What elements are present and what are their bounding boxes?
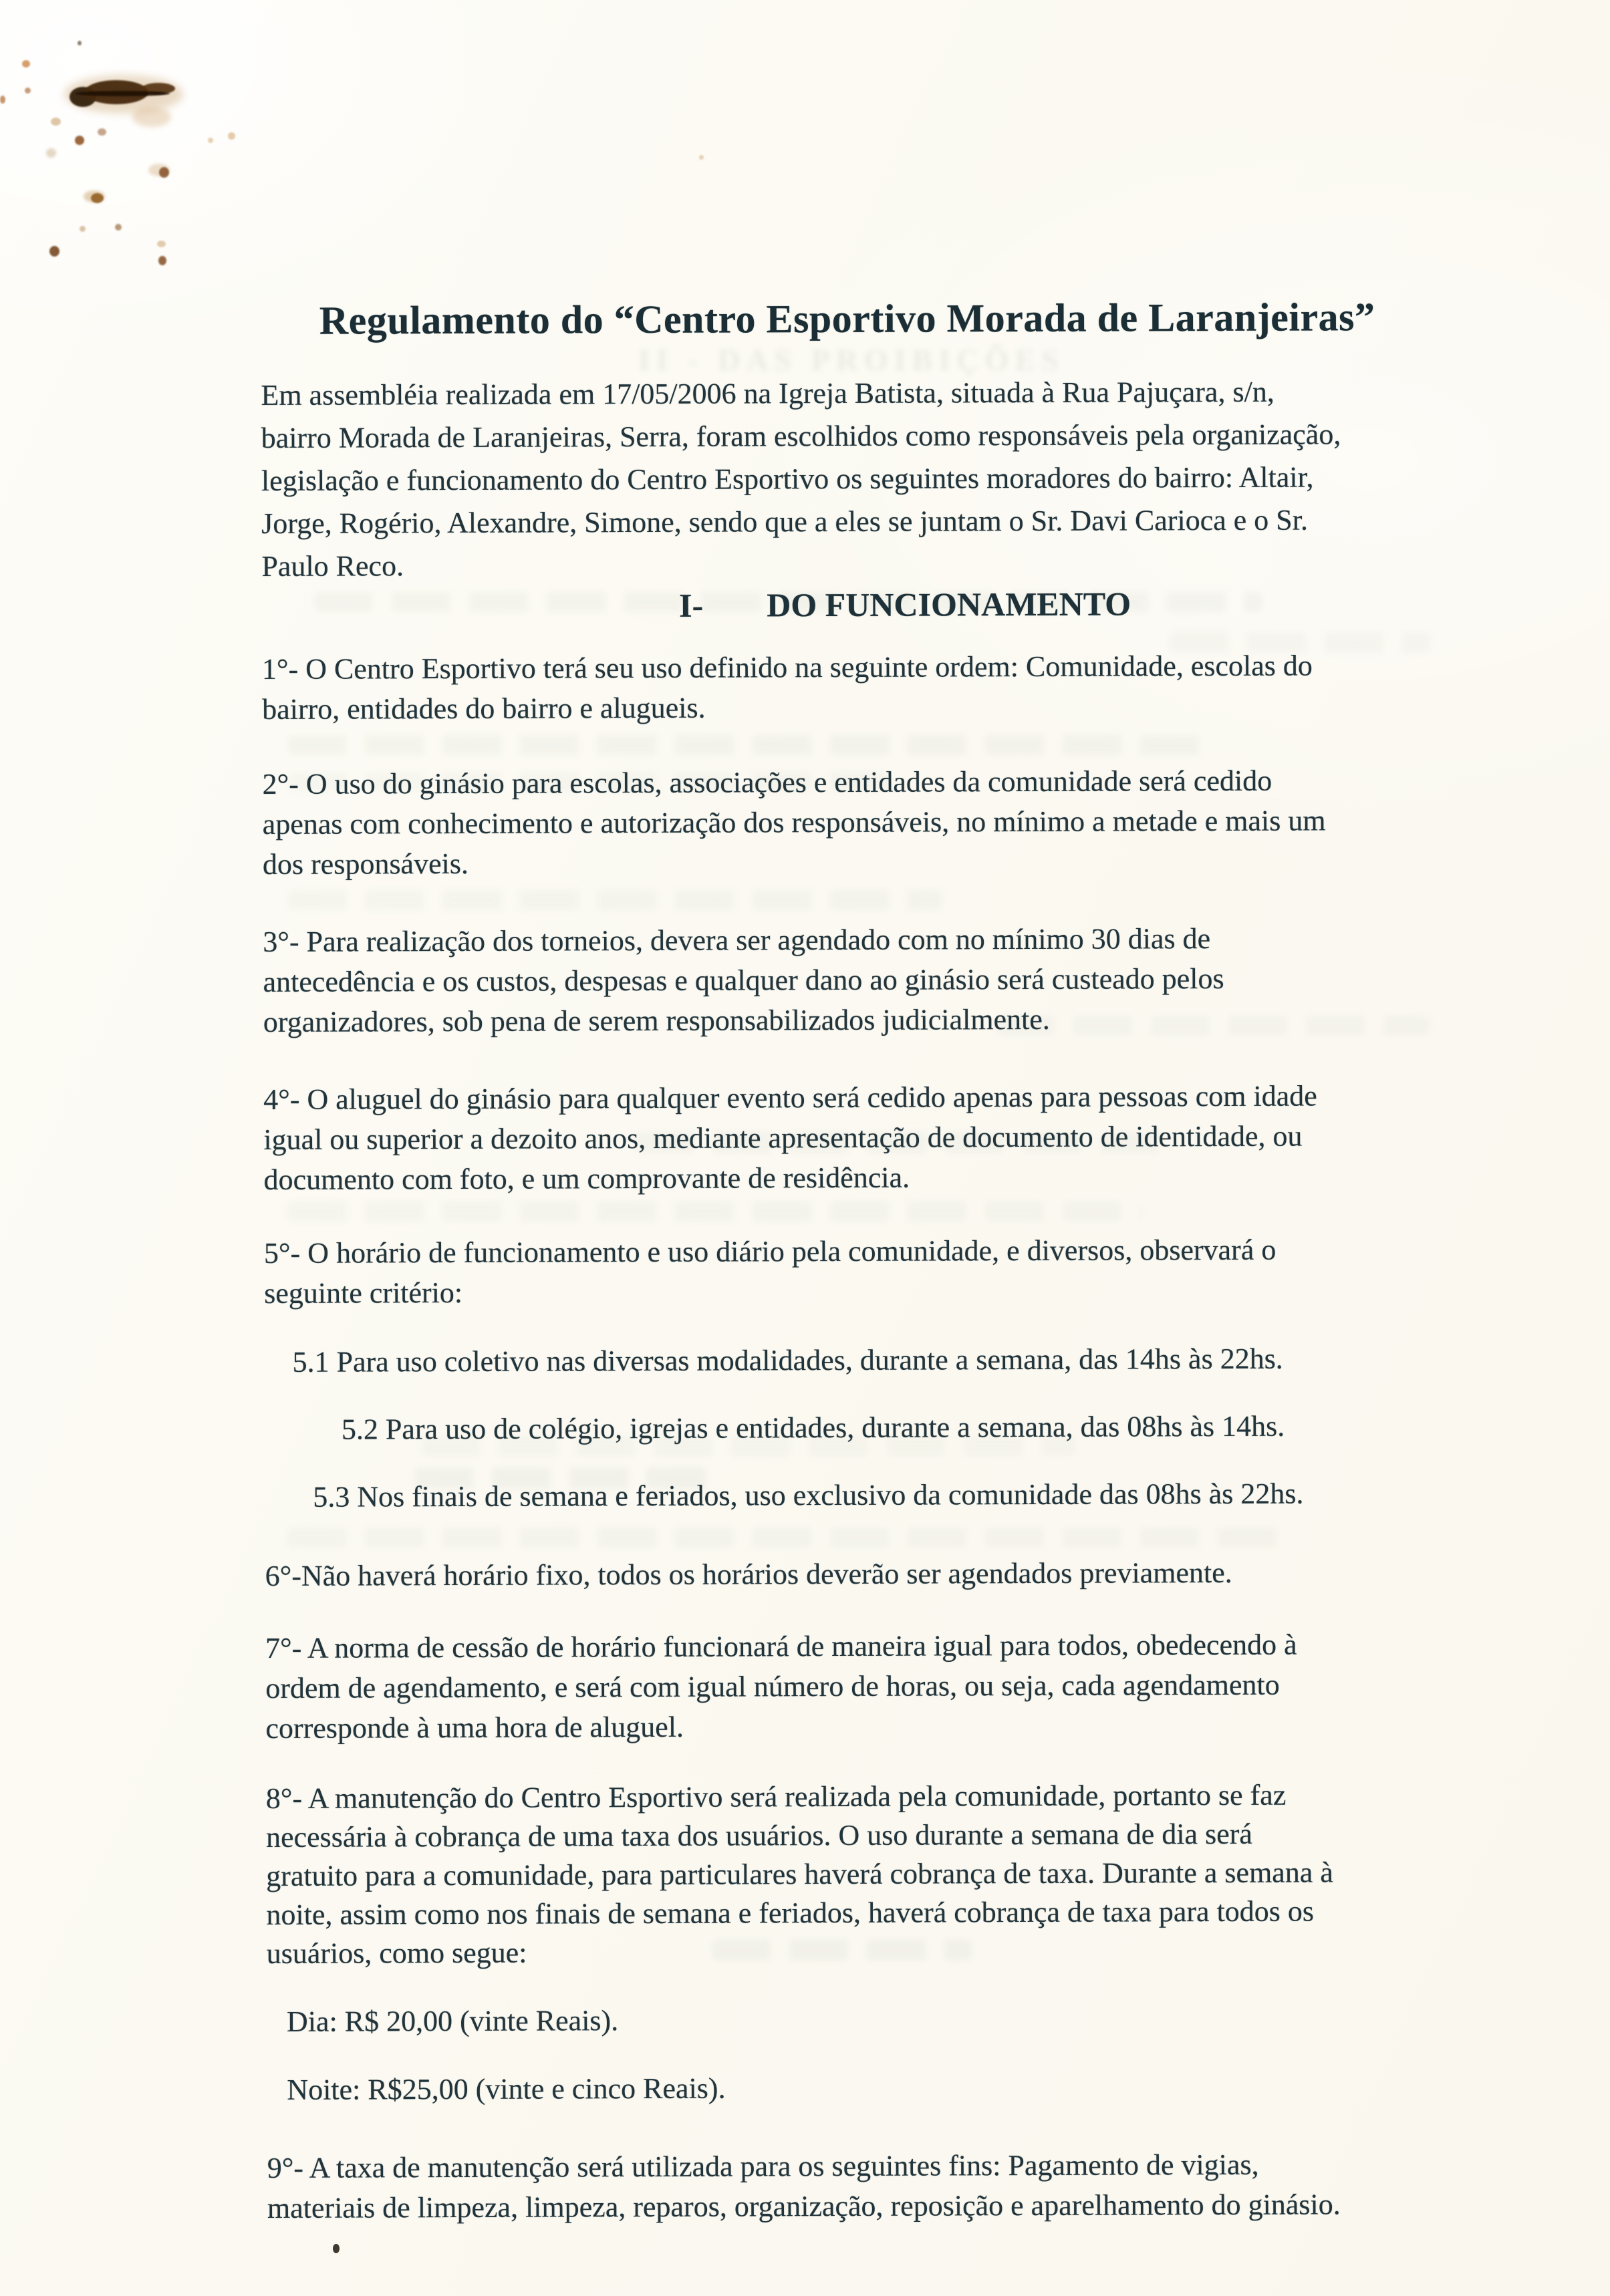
document-body [261,293,1537,2229]
fee-line-day: Dia: R$ 20,00 (vinte Reais). [286,2004,619,2038]
ink-smear-body [84,80,148,104]
speck [333,2244,340,2253]
speck [157,241,166,247]
speck [51,118,61,126]
article-7: 7°- A norma de cessão de horário funcionará de maneira igual para todos, obedecendo à ordem de agendamento, e será com igual número de horas, ou seja, cada agendamento corresponde à uma hora de aluguel. [265,1628,1297,1745]
speck [22,60,30,67]
speck [80,226,86,232]
intro-paragraph: Em assembléia realizada em 17/05/2006 na Igreja Batista, situada à Rua Pajuçara, s/n, bairro Morada de Laranjeiras, Serra, foram escolhidos como responsáveis pela organização, legislação e funcionamento do Centro Esportivo os seguintes moradores do bairro: Altair, Jorge, Rogério, Alexandre, Simone, sendo que a eles se juntam o Sr. Davi Carioca e o Sr. Paulo Reco. [261,375,1341,583]
article-5-subitems [264,1338,1534,1516]
section-title: DO FUNCIONAMENTO [767,585,1131,624]
speck [98,128,106,136]
ghost-bleedthrough-section-ii: II - DAS PROIBIÇÕES [638,343,1065,377]
article-3: 3°- Para realização dos torneios, devera ser agendado com no mínimo 30 dias de antecedência e os custos, despesas e qualquer dano ao ginásio será custeado pelos organizadores, sob pena de serem responsabilizados judicialmente. [263,922,1224,1038]
speck [75,136,84,145]
speck [228,132,235,140]
speck [25,88,31,94]
speck [49,246,59,257]
article-2: 2°- O uso do ginásio para escolas, associações e entidades da comunidade será cedido apenas com conhecimento e autorização dos responsáveis, no mínimo a metade e mais um dos responsáveis. [262,764,1326,881]
fee-line-night: Noite: R$25,00 (vinte e cinco Reais). [287,2071,726,2106]
speck [699,155,704,160]
section-heading [319,584,1492,625]
article-6: 6°-Não haverá horário fixo, todos os horários deverão ser agendados previamente. [265,1556,1232,1592]
ink-smear-halo [64,75,183,114]
speck [0,96,5,104]
smudge [148,164,170,176]
smudge [84,190,105,202]
speck [78,41,82,45]
speck [46,148,56,158]
speck [159,167,169,178]
ink-smear-left [70,87,96,107]
speck [115,224,122,231]
document-title: Regulamento do “Centro Esportivo Morada de Laranjeiras” [319,295,1375,343]
ink-smear-tip [142,83,175,94]
subitem-5-3: 5.3 Nos finais de semana e feriados, uso exclusivo da comunidade das 08hs às 22hs. [313,1477,1304,1514]
article-4: 4°- O aluguel do ginásio para qualquer evento será cedido apenas para pessoas com idade igual ou superior a dezoito anos, mediante apresentação de documento de identidade, ou documento com foto, e um comprovante de residência. [263,1079,1317,1196]
article-8: 8°- A manutenção do Centro Esportivo será realizada pela comunidade, portanto se faz necessária à cobrança de uma taxa dos usuários. O uso durante a semana de dia será gratuito para a comunidade, para particulares haverá cobrança de taxa. Durante a semana à noite, assim como nos finais de semana e feriados, haverá cobrança de taxa para todos os usuários, como segue: [265,1778,1333,1970]
speck [91,193,104,203]
subitem-5-2: 5.2 Para uso de colégio, igrejas e entidades, durante a semana, das 08hs às 14hs. [341,1409,1285,1446]
article-8-fees [267,1998,1537,2110]
speck [208,138,213,143]
section-numeral: I- [678,586,704,624]
article-5: 5°- O horário de funcionamento e uso diário pela comunidade, e diversos, observará o seguinte critério: [263,1233,1277,1310]
subitem-5-1: 5.1 Para uso coletivo nas diversas modalidades, durante a semana, das 14hs às 22hs. [292,1342,1283,1379]
ink-smear-core [75,91,170,96]
speck [158,256,166,265]
smudge [132,107,171,127]
article-9: 9°- A taxa de manutenção será utilizada para os seguintes fins: Pagamento de vigias, materiais de limpeza, limpeza, reparos, organização, reposição e aparelhamento do ginásio. [267,2148,1341,2225]
article-1: 1°- O Centro Esportivo terá seu uso definido na seguinte ordem: Comunidade, escolas do bairro, entidades do bairro e alugueis. [261,649,1313,726]
